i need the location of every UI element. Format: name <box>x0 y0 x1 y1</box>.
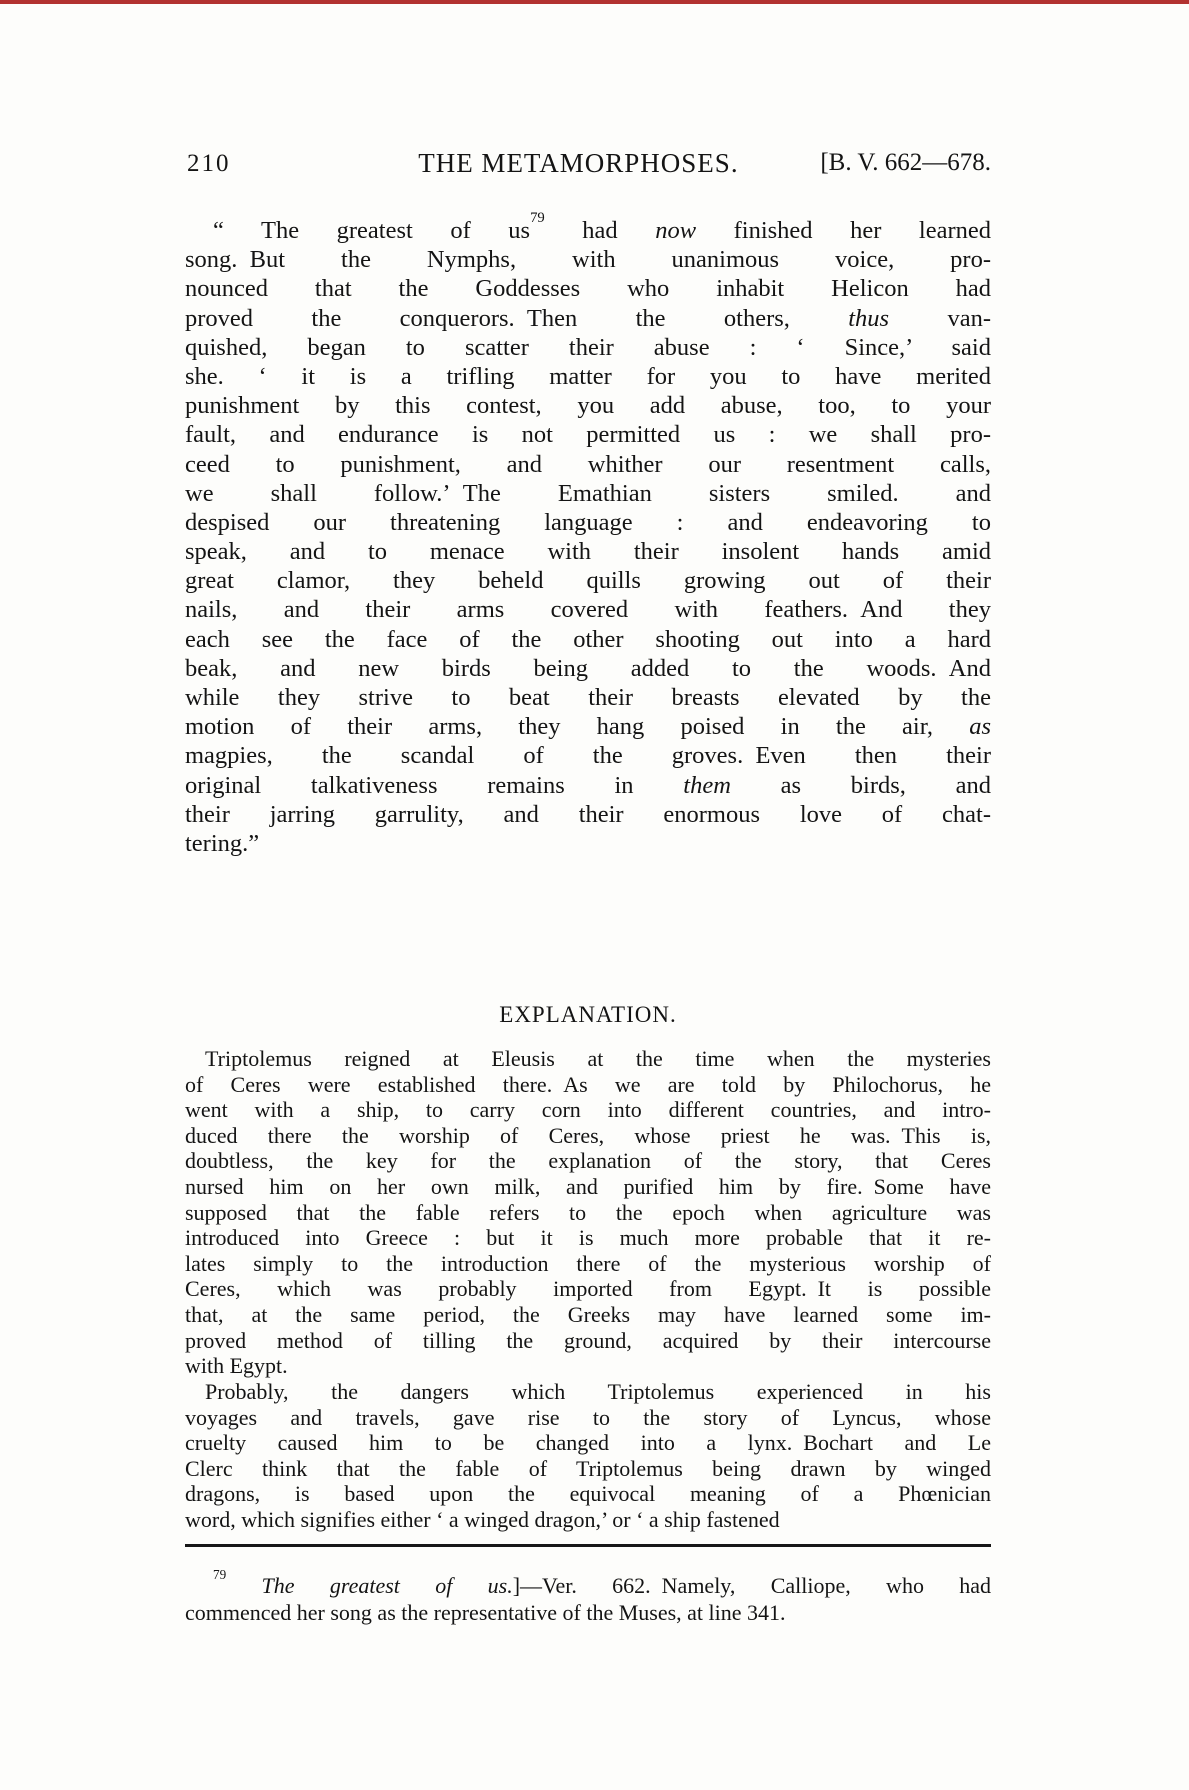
text-line: of Ceres were established there. As we are told by Philochorus, he <box>185 1071 991 1097</box>
page-number: 210 <box>187 150 231 177</box>
text-line: she. ‘ it is a trifling matter for you to have merited <box>185 362 991 390</box>
text-line: proved method of tilling the ground, acquired by their intercourse <box>185 1327 991 1353</box>
explanation-paragraph-1 <box>185 1046 991 1379</box>
text-line: despised our threatening language : and endeavoring to <box>185 508 991 536</box>
text-line: voyages and travels, gave rise to the story of Lyncus, whose <box>185 1404 991 1430</box>
text-line: we shall follow.’ The Emathian sisters smiled. and <box>185 479 991 507</box>
running-title: THE METAMORPHOSES. <box>418 148 739 178</box>
text-line: doubtless, the key for the explanation of the story, that Ceres <box>185 1148 991 1174</box>
text-line: with Egypt. <box>185 1353 288 1379</box>
text-line: quished, began to scatter their abuse : ‘ Since,’ said <box>185 333 991 361</box>
text-line: nursed him on her own milk, and purified him by fire. Some have <box>185 1173 991 1199</box>
footnote-rule <box>185 1544 991 1547</box>
text-line: ceed to punishment, and whither our resentment calls, <box>185 450 991 478</box>
text-line: introduced into Greece : but it is much more probable that it re- <box>185 1225 991 1251</box>
text-line: went with a ship, to carry corn into different countries, and intro- <box>185 1097 991 1123</box>
text-line: lates simply to the introduction there of the mysterious worship of <box>185 1250 991 1276</box>
text-line: their jarring garrulity, and their enormous love of chat- <box>185 800 991 828</box>
text-line: supposed that the fable refers to the epoch when agriculture was <box>185 1199 991 1225</box>
text-line: Clerc think that the fable of Triptolemus being drawn by winged <box>185 1455 991 1481</box>
text-line: duced there the worship of Ceres, whose priest he was. This is, <box>185 1122 991 1148</box>
text-line: while they strive to beat their breasts elevated by the <box>185 684 991 711</box>
scan-top-edge <box>0 0 1189 4</box>
text-line: dragons, is based upon the equivocal meaning of a Phœnician <box>185 1481 991 1507</box>
text-line: Triptolemus reigned at Eleusis at the time when the mysteries <box>205 1046 991 1071</box>
text-line: motion of their arms, they hang poised in the air, as <box>185 713 991 741</box>
text-line: cruelty caused him to be changed into a lynx. Bochart and Le <box>185 1430 991 1456</box>
body-paragraph <box>185 210 991 858</box>
text-line: word, which signifies either ‘ a winged dragon,’ or ‘ a ship fastened <box>185 1506 780 1532</box>
text-line: great clamor, they beheld quills growing out of their <box>185 567 991 595</box>
text-line: nounced that the Goddesses who inhabit Helicon had <box>185 275 991 303</box>
text-line: punishment by this contest, you add abuse, too, to your <box>185 392 991 420</box>
text-line: proved the conquerors. Then the others, thus van- <box>185 304 991 332</box>
explanation-paragraph-2 <box>185 1379 991 1533</box>
text-line: speak, and to menace with their insolent hands amid <box>185 538 991 566</box>
text-line: original talkativeness remains in them as birds, and <box>185 771 991 799</box>
text-line: song. But the Nymphs, with unanimous voice, pro- <box>185 246 991 274</box>
text-line: each see the face of the other shooting out into a hard <box>185 625 991 653</box>
text-line: “ The greatest of $us^{79}$ had now finished her learned <box>213 210 991 244</box>
text-line: commenced her song as the representative of the Muses, at line 341. <box>185 1600 786 1625</box>
page-header <box>185 148 991 182</box>
text-line: $^{79}$ The greatest of us.]—Ver. 662. Namely, Calliope, who had <box>213 1566 992 1598</box>
text-line: magpies, the scandal of the groves. Even then their <box>185 742 991 770</box>
text-line: Probably, the dangers which Triptolemus experienced in his <box>205 1379 991 1404</box>
text-line: Ceres, which was probably imported from Egypt. It is possible <box>185 1276 991 1302</box>
text-line: tering.” <box>185 829 260 857</box>
footnote <box>185 1566 992 1626</box>
text-line: that, at the same period, the Greeks may have learned some im- <box>185 1301 991 1327</box>
text-line: fault, and endurance is not permitted us : we shall pro- <box>185 421 991 449</box>
text-line: beak, and new birds being added to the woods. And <box>185 654 991 682</box>
explanation-heading: EXPLANATION. <box>499 1002 677 1027</box>
verse-reference: [B. V. 662—678. <box>820 149 991 176</box>
text-line: nails, and their arms covered with feathers. And they <box>185 596 991 624</box>
